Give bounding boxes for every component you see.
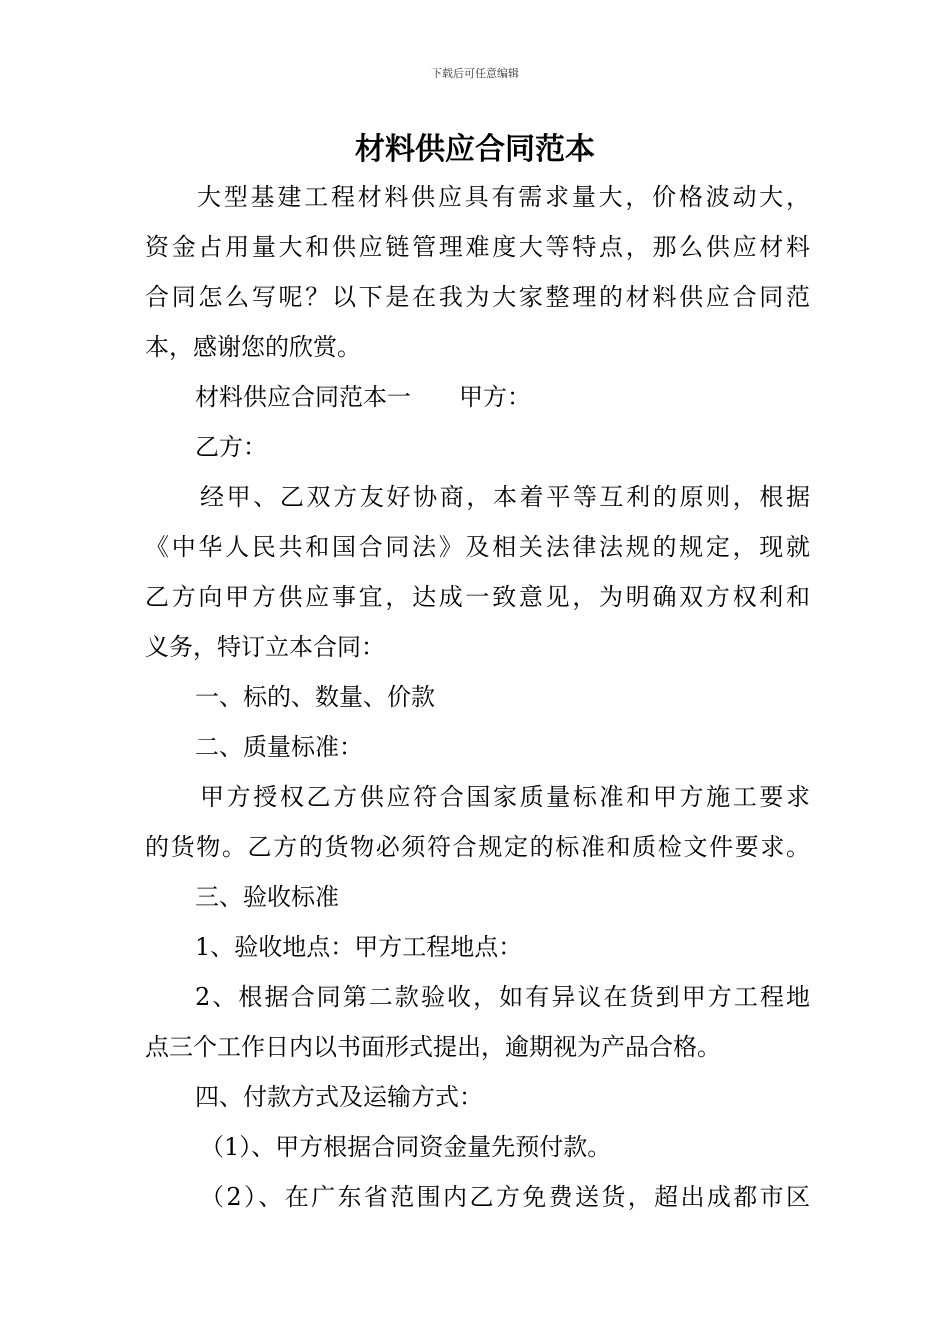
paragraph-line: 三、验收标准 (195, 883, 339, 911)
paragraph-line: 资金占用量大和供应链管理难度大等特点，那么供应材料 (145, 233, 810, 261)
paragraph-line: 《中华人民共和国合同法》及相关法律法规的规定，现就 (145, 533, 810, 561)
paragraph-line: 经甲、乙双方友好协商，本着平等互利的原则，根据 (200, 483, 810, 511)
document-title: 材料供应合同范本 (355, 132, 595, 167)
paragraph-line: 乙方向甲方供应事宜，达成一致意见，为明确双方权利和 (145, 583, 810, 611)
paragraph-line: 一、标的、数量、价款 (195, 683, 435, 711)
paragraph-line: 大型基建工程材料供应具有需求量大，价格波动大， (197, 183, 810, 211)
paragraph-line: （2）、在广东省范围内乙方免费送货，超出成都市区 (200, 1183, 810, 1211)
paragraph-line: 的货物。乙方的货物必须符合规定的标准和质检文件要求。 (145, 833, 810, 861)
paragraph-line: 材料供应合同范本一 甲方： (195, 383, 531, 411)
paragraph-line: 合同怎么写呢？以下是在我为大家整理的材料供应合同范 (145, 283, 810, 311)
paragraph-line: 2、根据合同第二款验收，如有异议在货到甲方工程地 (195, 983, 810, 1011)
paragraph-line: 二、质量标准： (195, 733, 363, 761)
paragraph-line: （1）、甲方根据合同资金量先预付款。 (200, 1133, 612, 1161)
paragraph-line: 甲方授权乙方供应符合国家质量标准和甲方施工要求 (200, 783, 810, 811)
header-note: 下载后可任意编辑 (431, 67, 519, 80)
paragraph-line: 本，感谢您的欣赏。 (145, 333, 361, 361)
paragraph-line: 点三个工作日内以书面形式提出，逾期视为产品合格。 (145, 1033, 721, 1061)
paragraph-line: 四、付款方式及运输方式： (195, 1083, 483, 1111)
paragraph-line: 乙方： (195, 433, 267, 461)
paragraph-line: 义务，特订立本合同： (145, 633, 385, 661)
paragraph-line: 1、验收地点：甲方工程地点： (195, 933, 523, 961)
